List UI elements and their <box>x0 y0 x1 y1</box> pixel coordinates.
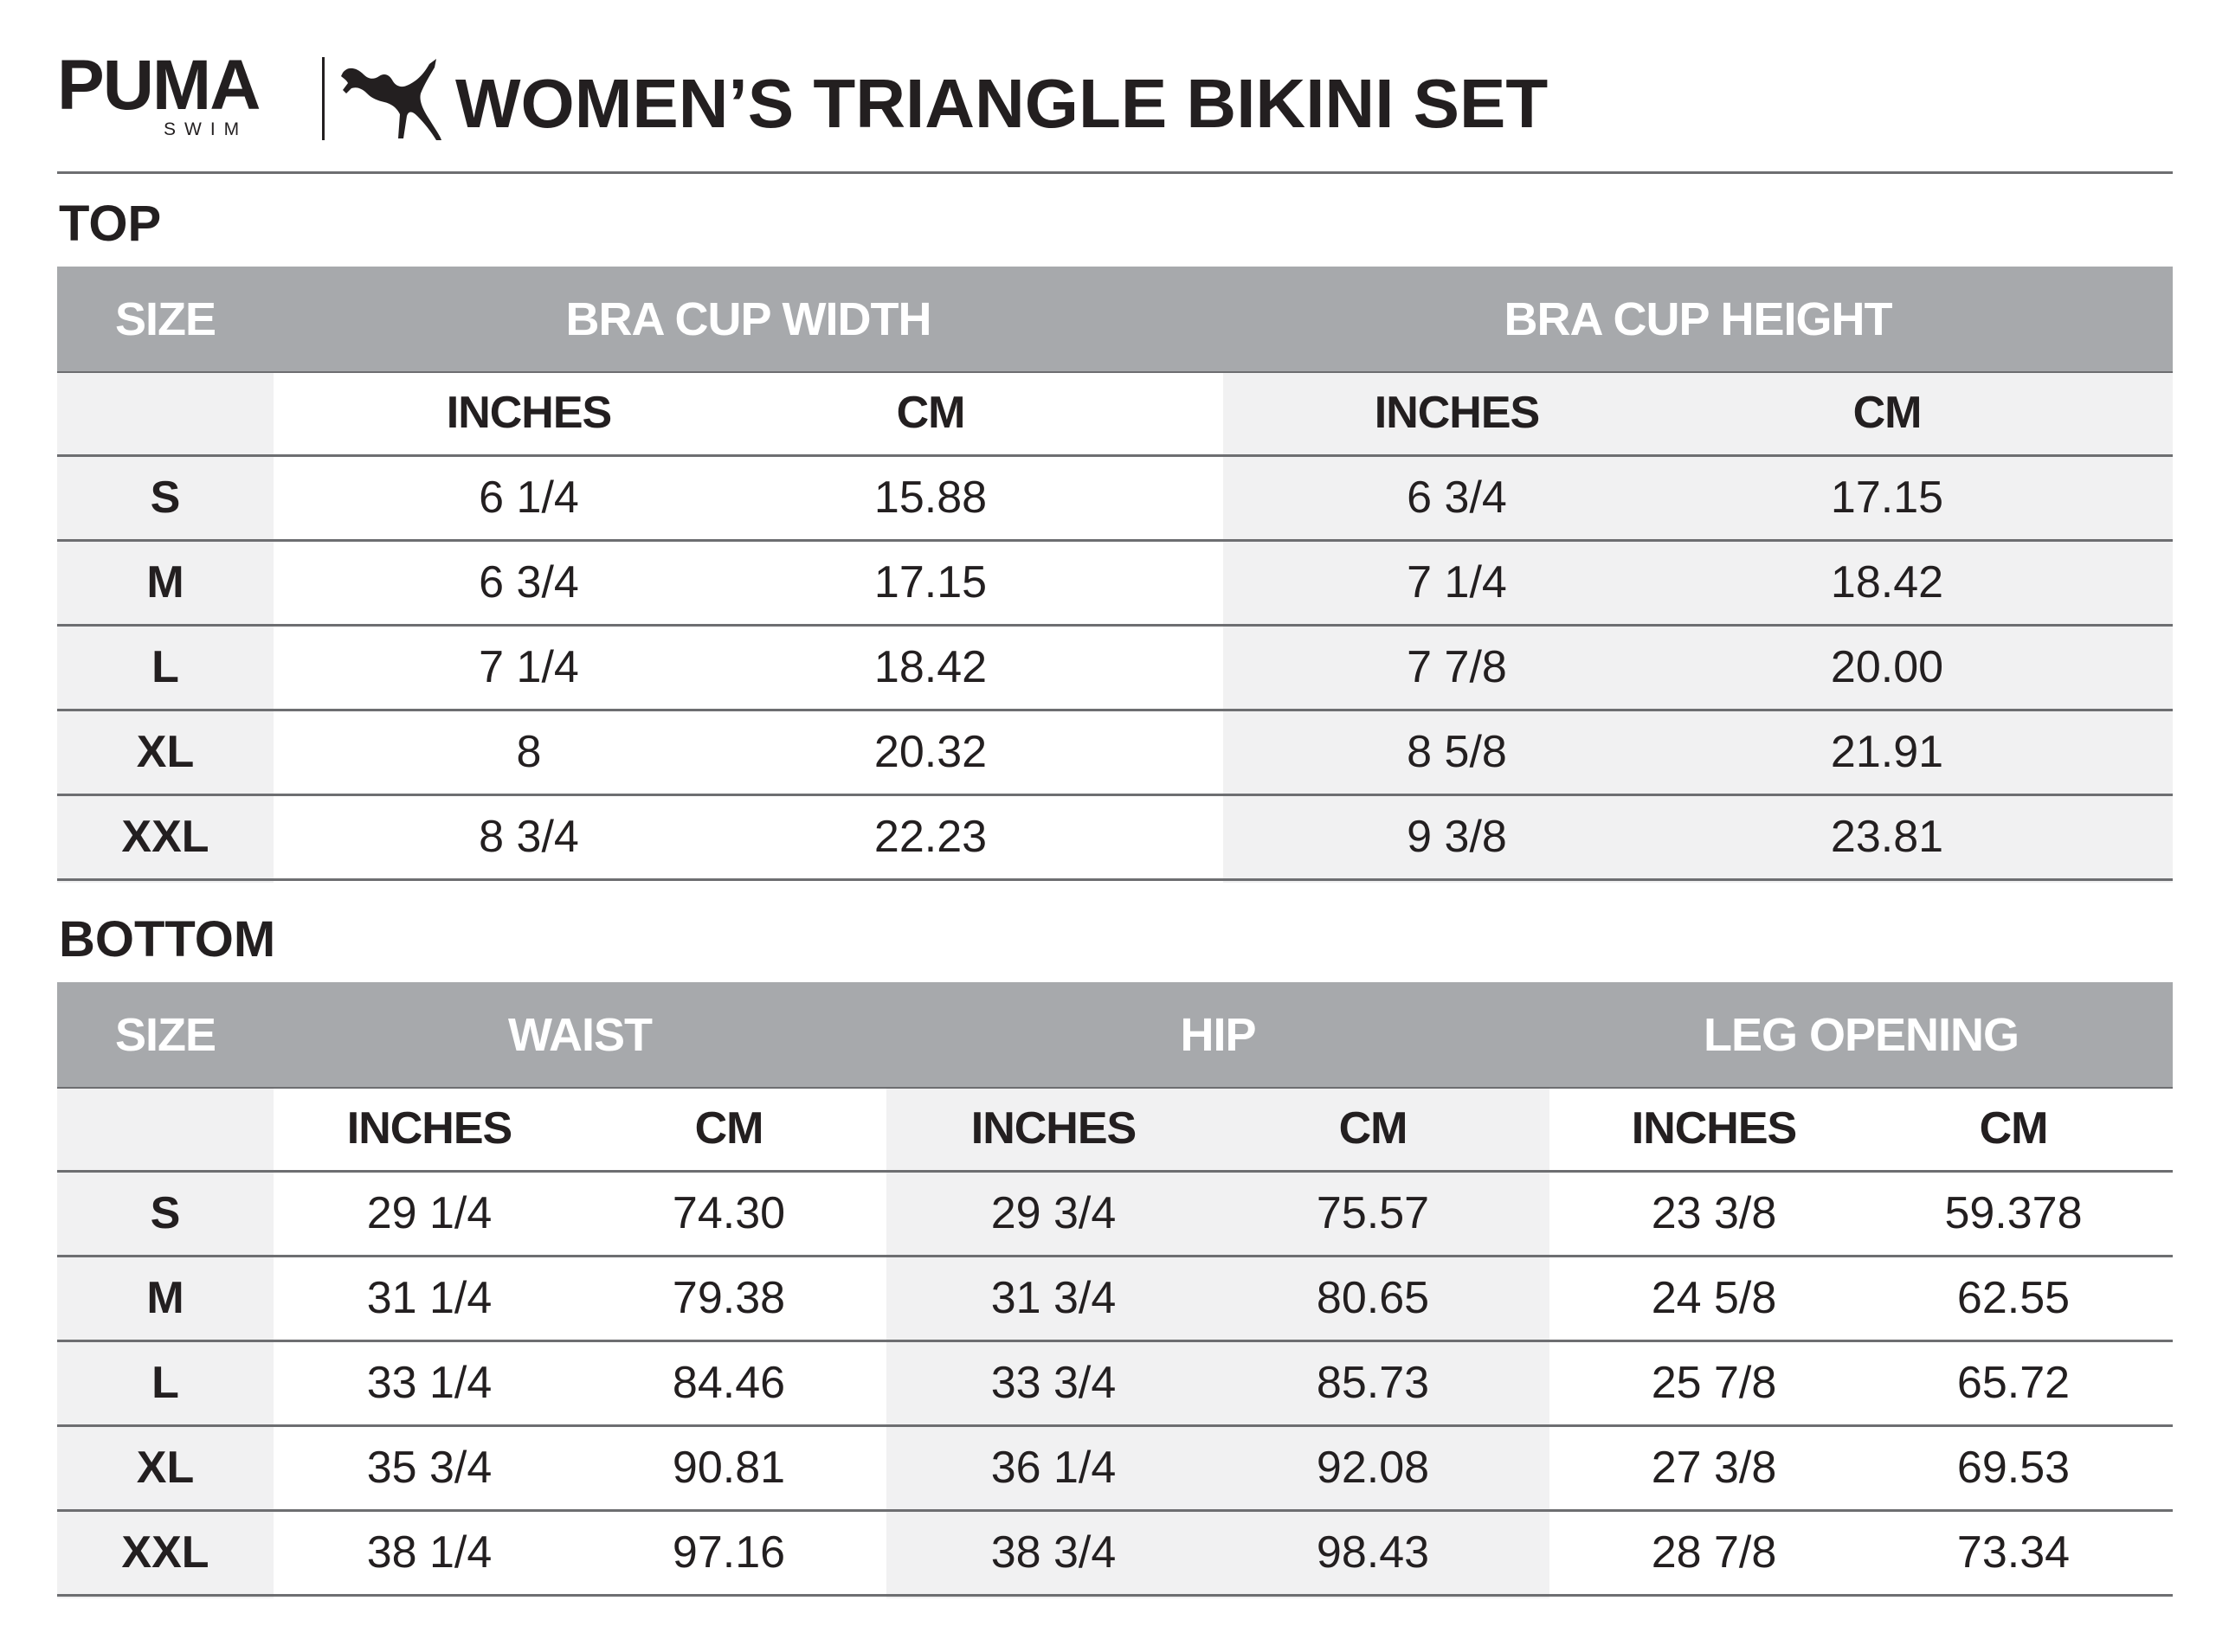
table-cell: 18.42 <box>873 642 988 692</box>
logo-divider <box>322 57 325 140</box>
group-header-bra-cup-width: BRA CUP WIDTH <box>565 293 931 345</box>
top-size-table <box>57 267 2173 872</box>
table-cell: 31 1/4 <box>366 1273 493 1323</box>
size-header: SIZE <box>114 293 216 345</box>
size-label: XL <box>136 727 195 777</box>
table-cell: 74.30 <box>672 1188 786 1238</box>
section-label-top: TOP <box>59 196 162 252</box>
top-group-header-row <box>57 267 2173 372</box>
size-label: L <box>151 642 179 692</box>
table-cell: 6 3/4 <box>1407 472 1507 523</box>
unit-header: CM <box>1852 388 1922 438</box>
table-cell: 17.15 <box>873 557 988 607</box>
table-cell: 7 1/4 <box>1407 557 1507 607</box>
table-cell: 7 1/4 <box>479 642 579 692</box>
table-cell: 29 1/4 <box>366 1188 493 1238</box>
unit-header: CM <box>1979 1103 2048 1154</box>
section-label-bottom: BOTTOM <box>59 911 276 967</box>
table-cell: 6 1/4 <box>479 472 579 523</box>
group-header-waist: WAIST <box>508 1009 652 1061</box>
table-cell: 97.16 <box>672 1527 786 1578</box>
table-cell: 75.57 <box>1316 1188 1430 1238</box>
bottom-size-table <box>57 982 2173 1588</box>
table-cell: 22.23 <box>873 812 988 862</box>
bottom-group-header-row <box>57 982 2173 1088</box>
header-divider <box>57 1087 2173 1089</box>
table-cell: 65.72 <box>1956 1358 2071 1408</box>
row-divider <box>57 1594 2173 1597</box>
table-cell: 28 7/8 <box>1651 1527 1777 1578</box>
group-header-bra-cup-height: BRA CUP HEIGHT <box>1504 293 1892 345</box>
table-cell: 8 5/8 <box>1407 727 1507 777</box>
table-cell: 23.81 <box>1830 812 1944 862</box>
table-cell: 33 1/4 <box>366 1358 493 1408</box>
size-label: M <box>146 1273 184 1323</box>
table-cell: 36 1/4 <box>990 1443 1117 1493</box>
table-cell: 7 7/8 <box>1407 642 1507 692</box>
table-cell: 17.15 <box>1830 472 1944 523</box>
table-cell: 31 3/4 <box>990 1273 1117 1323</box>
header-divider <box>57 371 2173 373</box>
table-cell: 84.46 <box>672 1358 786 1408</box>
size-label: XXL <box>121 812 209 862</box>
table-cell: 8 <box>516 727 542 777</box>
unit-header: CM <box>1338 1103 1408 1154</box>
logo-wordmark: PUMA <box>57 46 260 125</box>
puma-swim-logo <box>57 46 396 142</box>
table-cell: 29 3/4 <box>990 1188 1117 1238</box>
table-cell: 69.53 <box>1956 1443 2071 1493</box>
table-cell: 18.42 <box>1830 557 1944 607</box>
group-header-hip: HIP <box>1180 1009 1256 1061</box>
size-label: S <box>150 1188 181 1238</box>
table-cell: 38 1/4 <box>366 1527 493 1578</box>
size-label: S <box>150 472 181 523</box>
size-label: M <box>146 557 184 607</box>
table-cell: 27 3/8 <box>1651 1443 1777 1493</box>
table-cell: 38 3/4 <box>990 1527 1117 1578</box>
table-cell: 73.34 <box>1956 1527 2071 1578</box>
table-cell: 80.65 <box>1316 1273 1430 1323</box>
puma-cat-icon <box>339 55 445 142</box>
size-label: XXL <box>121 1527 209 1578</box>
title-rule <box>57 171 2173 174</box>
table-cell: 23 3/8 <box>1651 1188 1777 1238</box>
unit-header: INCHES <box>970 1103 1137 1154</box>
table-cell: 79.38 <box>672 1273 786 1323</box>
unit-header: INCHES <box>1374 388 1540 438</box>
size-header: SIZE <box>114 1009 216 1061</box>
table-cell: 92.08 <box>1316 1443 1430 1493</box>
table-cell: 9 3/8 <box>1407 812 1507 862</box>
table-cell: 62.55 <box>1956 1273 2071 1323</box>
table-cell: 85.73 <box>1316 1358 1430 1408</box>
table-cell: 20.00 <box>1830 642 1944 692</box>
unit-header: CM <box>694 1103 763 1154</box>
row-divider <box>57 878 2173 881</box>
table-cell: 35 3/4 <box>366 1443 493 1493</box>
table-cell: 6 3/4 <box>479 557 579 607</box>
table-cell: 15.88 <box>873 472 988 523</box>
table-cell: 33 3/4 <box>990 1358 1117 1408</box>
table-cell: 20.32 <box>873 727 988 777</box>
table-cell: 59.378 <box>1944 1188 2083 1238</box>
group-header-leg-opening: LEG OPENING <box>1703 1009 2020 1061</box>
unit-header: INCHES <box>1631 1103 1797 1154</box>
page-title: WOMEN’S TRIANGLE BIKINI SET <box>455 65 1549 142</box>
unit-header: INCHES <box>346 1103 512 1154</box>
logo-subtitle: SWIM <box>164 119 248 139</box>
table-cell: 98.43 <box>1316 1527 1430 1578</box>
table-cell: 21.91 <box>1830 727 1944 777</box>
table-cell: 25 7/8 <box>1651 1358 1777 1408</box>
unit-header: INCHES <box>446 388 612 438</box>
size-label: XL <box>136 1443 195 1493</box>
table-cell: 8 3/4 <box>479 812 579 862</box>
table-cell: 90.81 <box>672 1443 786 1493</box>
table-cell: 24 5/8 <box>1651 1273 1777 1323</box>
size-label: L <box>151 1358 179 1408</box>
unit-header: CM <box>896 388 965 438</box>
